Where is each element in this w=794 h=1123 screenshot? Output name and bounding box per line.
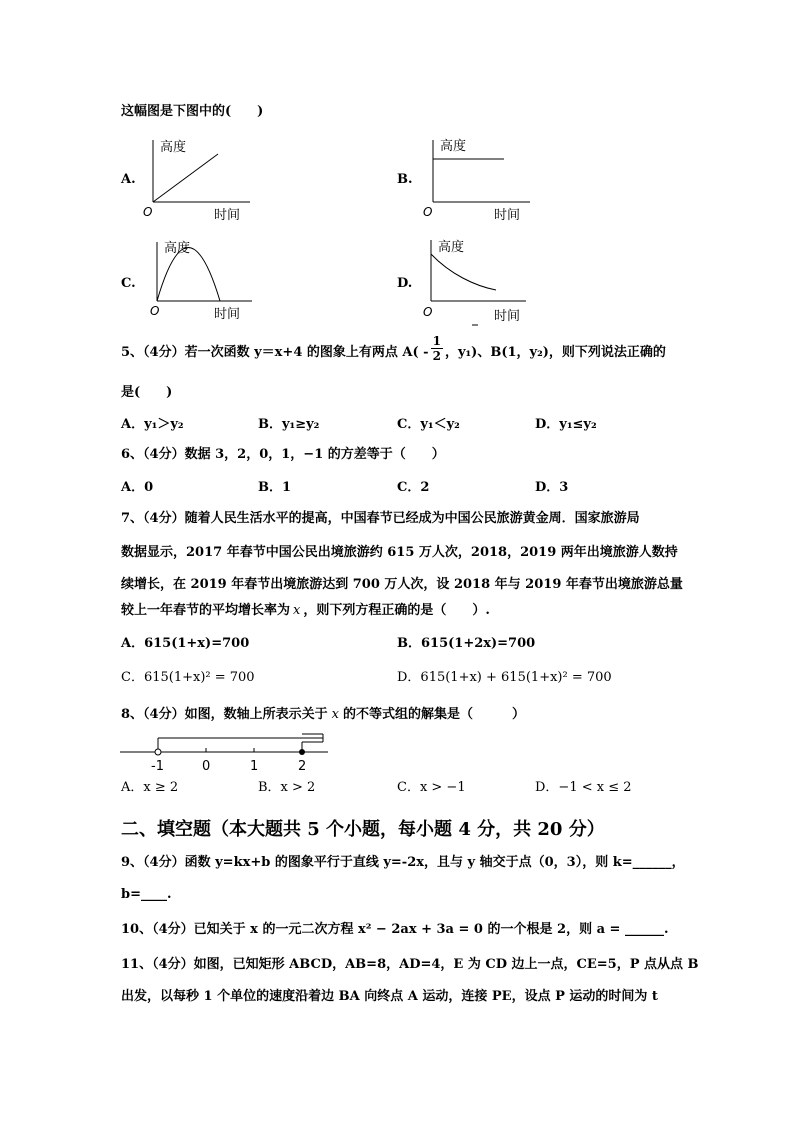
q4-option-c-label: C. (121, 276, 136, 291)
q5-stem-line2: 是( ) (121, 385, 173, 400)
q5-stem-suffix: ，y₁)、B(1，y₂)，则下列说法正确的 (444, 345, 666, 360)
q7-option-b[interactable]: B．615(1+2x)=700 (397, 636, 536, 651)
q8-stem (121, 707, 525, 723)
graph-d-xlabel: 时间 (494, 309, 521, 324)
q5-option-c[interactable]: C．y₁＜y₂ (397, 417, 460, 432)
q6-option-a[interactable]: A．0 (121, 480, 154, 495)
q5-fraction (431, 334, 443, 363)
q6-option-b[interactable]: B．1 (258, 480, 292, 495)
graph-c-ylabel: 高度 (164, 241, 191, 256)
q11-line-1: 11、（4分）如图，已知矩形 ABCD，AB=8，AD=4，E 为 CD 边上一点，CE=5，P 点从点 B (121, 957, 699, 972)
graph-d-ylabel: 高度 (438, 240, 465, 255)
q7-line4-prefix: 较上一年春节的平均增长率为 (121, 603, 291, 618)
q6-option-d[interactable]: D．3 (535, 480, 569, 495)
tick-label-0: 0 (202, 759, 211, 774)
q8-option-c[interactable]: C．x > −1 (397, 780, 466, 795)
q5-frac-num: 1 (432, 334, 441, 348)
open-point-minus-1 (155, 749, 161, 755)
q5-frac-den: 2 (432, 349, 441, 363)
q7-option-a[interactable]: A．615(1+x)=700 (121, 636, 250, 651)
q7-line-1: 7、（4分）随着人民生活水平的提高，中国春节已经成为中国公民旅游黄金周．国家旅游局 (121, 511, 640, 526)
q8-option-d[interactable]: D．−1 < x ≤ 2 (535, 780, 632, 795)
graph-b-origin: O (423, 205, 433, 219)
graph-d (420, 234, 535, 328)
q9-line-2: b=____. (121, 887, 172, 902)
q5-stem (121, 334, 666, 363)
graph-c (146, 234, 256, 326)
q8-option-b[interactable]: B．x > 2 (258, 780, 316, 795)
q8-variable: x (331, 707, 339, 722)
q4-option-a-label: A. (121, 172, 136, 187)
graph-d-origin: O (423, 305, 433, 319)
number-line (118, 728, 333, 774)
q5-option-b[interactable]: B．y₁≥y₂ (258, 417, 320, 432)
q8-stem-suffix: 的不等式组的解集是（ ） (342, 707, 525, 722)
graph-a-xlabel: 时间 (214, 208, 241, 223)
graph-b (420, 132, 535, 224)
q7-option-c[interactable]: C．615(1+x)² = 700 (121, 670, 255, 685)
q5-option-a[interactable]: A．y₁＞y₂ (121, 417, 184, 432)
q5-option-d[interactable]: D．y₁≤y₂ (535, 417, 597, 432)
q9-line-1: 9、（4分）函数 y=kx+b 的图象平行于直线 y=-2x，且与 y 轴交于点（0，3），则 k=______， (121, 855, 685, 870)
closed-point-2 (299, 749, 305, 755)
q7-line4-suffix: ，则下列方程正确的是（ ）. (303, 603, 490, 618)
tick-label-1: 1 (250, 759, 259, 774)
q7-option-d[interactable]: D．615(1+x) + 615(1+x)² = 700 (397, 670, 612, 685)
graph-a-origin: O (143, 205, 153, 219)
q7-line-2: 数据显示，2017 年春节中国公民出境旅游约 615 万人次，2018，2019 两年出境旅游人数持 (121, 545, 678, 560)
q5-stem-prefix: 5、（4分）若一次函数 y＝x+4 的图象上有两点 A( - (121, 345, 429, 360)
q11-line-2: 出发，以每秒 1 个单位的速度沿着边 BA 向终点 A 运动，连接 PE，设点 P 运动的时间为 t (121, 989, 658, 1004)
q7-line-4 (121, 603, 490, 619)
q6-option-c[interactable]: C．2 (397, 480, 430, 495)
graph-b-ylabel: 高度 (440, 139, 467, 154)
q4-option-d-label: D. (397, 276, 413, 291)
q4-option-b-label: B. (397, 172, 413, 187)
q7-variable: x (293, 603, 301, 618)
q4-stem: 这幅图是下图中的( ) (121, 104, 264, 119)
graph-c-xlabel: 时间 (214, 307, 241, 322)
q6-stem: 6、（4分）数据 3，2，0，1，−1 的方差等于（ ） (121, 447, 445, 462)
q8-stem-prefix: 8、（4分）如图，数轴上所表示关于 (121, 707, 328, 722)
section-2-title: 二、填空题（本大题共 5 个小题，每小题 4 分，共 20 分） (121, 819, 605, 840)
q10-stem: 10、（4分）已知关于 x 的一元二次方程 x² − 2ax + 3a = 0 的一个根是 2，则 a = ______. (121, 922, 669, 937)
graph-a (140, 132, 255, 224)
tick-label-minus-1: -1 (151, 759, 164, 774)
q7-line-3: 续增长，在 2019 年春节出境旅游达到 700 万人次，设 2018 年与 2019 年春节出境旅游总量 (121, 577, 683, 592)
graph-c-origin: O (150, 304, 160, 318)
graph-a-ylabel: 高度 (160, 140, 187, 155)
graph-b-xlabel: 时间 (494, 208, 521, 223)
q8-option-a[interactable]: A．x ≥ 2 (121, 780, 179, 795)
tick-label-2: 2 (298, 759, 307, 774)
